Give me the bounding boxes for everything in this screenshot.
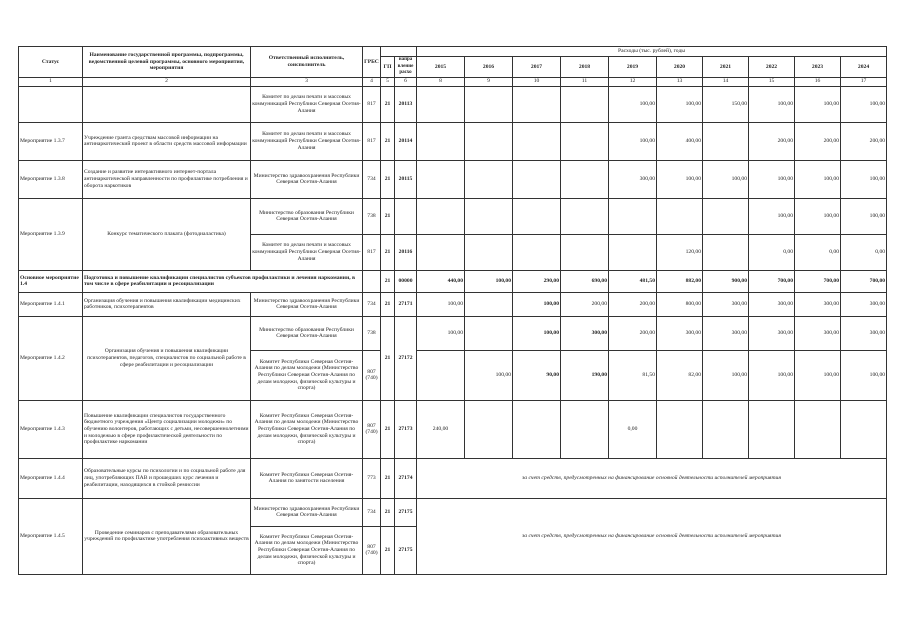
col-code-header <box>381 47 417 57</box>
row-value: 100,00 <box>795 160 841 198</box>
row-name: Образовательные курсы по психологии и по социальной работе для лиц, употребляющих ПАВ и прошедших курс лечения и реабилитации, находящихся в стойкой ремиссии <box>83 458 251 498</box>
col-number: 15 <box>749 77 795 86</box>
row-value: 200,00 <box>749 122 795 160</box>
row-value <box>703 400 749 458</box>
row-grbs <box>363 270 381 292</box>
funding-note: за счет средств, предусмотренных на финансирование основной деятельности исполнителей мероприятия <box>417 498 887 574</box>
row-value: 100,00 <box>465 350 513 400</box>
row-responsible: Министерство здравоохранения Республики Северная Осетия-Алания <box>251 498 363 526</box>
row-value <box>657 198 703 234</box>
row-value: 120,00 <box>657 234 703 270</box>
row-grbs: 817 <box>363 234 381 270</box>
row-grbs: 817 <box>363 122 381 160</box>
row-name: Создание и развитие интерактивного интернет-портала антинаркотической направленности по профилактике потребления и оборота наркотиков <box>83 160 251 198</box>
row-value: 300,00 <box>749 292 795 316</box>
row-value: 300,00 <box>749 316 795 350</box>
table-row <box>19 292 887 316</box>
table-row <box>19 400 887 458</box>
row-name: Подготовка и повышение квалификации специалистов субъектов профилактики и лечения наркомании, в том числе в сфере реабилитации и ресоциализации <box>83 270 363 292</box>
row-value: 100,00 <box>841 160 887 198</box>
table-row <box>19 458 887 498</box>
row-status: Мероприятие 1.4.1 <box>19 292 83 316</box>
year-header: 2021 <box>703 57 749 78</box>
row-value: 200,00 <box>841 122 887 160</box>
row-value <box>465 86 513 122</box>
col-number: 10 <box>513 77 561 86</box>
col-number: 9 <box>465 77 513 86</box>
row-name: Проведение семинаров с преподавателями образовательных учреждений по профилактике употребления психоактивных веществ <box>83 498 251 574</box>
col-number: 17 <box>841 77 887 86</box>
row-value <box>465 122 513 160</box>
col-number: 13 <box>657 77 703 86</box>
year-header: 2015 <box>417 57 465 78</box>
row-value <box>703 122 749 160</box>
col-number: 11 <box>561 77 609 86</box>
row-value: 882,00 <box>657 270 703 292</box>
row-direction: 27172 <box>395 316 417 400</box>
row-responsible: Министерство здравоохранения Республики Северная Осетия-Алания <box>251 292 363 316</box>
year-header: 2018 <box>561 57 609 78</box>
row-gp: 21 <box>381 160 395 198</box>
row-value: 481,50 <box>609 270 657 292</box>
col-program-header: Наименование государственной программы, подпрограммы, ведомственной целевой программы, основного мероприятия, мероприятия <box>83 47 251 78</box>
row-responsible: Комитет Республики Северная Осетия-Алания по делам молодежи (Министерство Республики Северная Осетия-Алания по делам молодежи, физической культуры и спорта) <box>251 350 363 400</box>
row-gp: 21 <box>381 400 395 458</box>
row-value: 700,00 <box>749 270 795 292</box>
row-grbs: 807 (740) <box>363 400 381 458</box>
row-value: 100,00 <box>657 160 703 198</box>
row-direction: 27174 <box>395 458 417 498</box>
table-row <box>19 316 887 350</box>
row-name: Повышение квалификации специалистов государственного бюджетного учреждения «Центр социализации молодежи» по обучению волонтеров, работающих с детьми, несовершеннолетними и молодежью в сфере профилактической деятельности по профилактике наркомании <box>83 400 251 458</box>
row-value: 300,00 <box>609 160 657 198</box>
row-grbs: 773 <box>363 458 381 498</box>
year-header: 2023 <box>795 57 841 78</box>
row-responsible: Комитет по делам печати и массовых коммуникаций Республики Северная Осетия-Алания <box>251 234 363 270</box>
row-name: Организация обучения и повышения квалификации медицинских работников, психотерапевтов <box>83 292 251 316</box>
row-gp: 21 <box>381 86 395 122</box>
row-value: 100,00 <box>465 270 513 292</box>
row-value: 100,00 <box>841 86 887 122</box>
col-expenses-header: Расходы (тыс. рублей), годы <box>417 47 887 57</box>
col-number: 6 <box>395 77 417 86</box>
row-value: 300,00 <box>795 292 841 316</box>
row-direction: 20115 <box>395 160 417 198</box>
col-responsible-header: Ответственный исполнитель, соисполнитель <box>251 47 363 78</box>
row-value: 81,50 <box>609 350 657 400</box>
row-name: Учреждение гранта средствам массовой информации на антинаркотический проект в области средств массовой информации <box>83 122 251 160</box>
year-header: 2020 <box>657 57 703 78</box>
row-name: Конкурс тематического плаката (фотодиаластика) <box>83 198 251 270</box>
row-value: 100,00 <box>795 350 841 400</box>
funding-note: за счет средств, предусмотренных на финансирование основной деятельности исполнителей мероприятия <box>417 458 887 498</box>
row-value: 690,00 <box>561 270 609 292</box>
row-responsible: Комитет по делам печати и массовых коммуникаций Республики Северная Осетия-Алания <box>251 86 363 122</box>
row-value <box>561 86 609 122</box>
row-value: 400,00 <box>657 122 703 160</box>
row-value: 300,00 <box>795 316 841 350</box>
row-value: 290,00 <box>513 270 561 292</box>
row-status: Мероприятие 1.3.8 <box>19 160 83 198</box>
row-value <box>417 86 465 122</box>
row-gp: 21 <box>381 234 395 270</box>
row-value: 300,00 <box>561 316 609 350</box>
table-row <box>19 198 887 234</box>
col-number: 4 <box>363 77 381 86</box>
row-value: 100,00 <box>749 350 795 400</box>
row-value: 300,00 <box>657 316 703 350</box>
col-number: 1 <box>19 77 83 86</box>
row-grbs: 734 <box>363 160 381 198</box>
row-gp: 21 <box>381 270 395 292</box>
row-gp: 21 <box>381 458 395 498</box>
row-status: Мероприятие 1.4.2 <box>19 316 83 400</box>
row-grbs: 807 (740) <box>363 350 381 400</box>
row-value <box>609 234 657 270</box>
row-value: 100,00 <box>749 86 795 122</box>
row-value <box>513 86 561 122</box>
row-value <box>703 234 749 270</box>
row-value: 100,00 <box>609 122 657 160</box>
row-grbs: 817 <box>363 86 381 122</box>
row-value <box>417 160 465 198</box>
row-responsible: Комитет Республики Северная Осетия-Алания по делам молодежи (Министерство Республики Северная Осетия-Алания по делам молодежи, физической культуры и спорта) <box>251 526 363 574</box>
row-direction: 20116 <box>395 234 417 270</box>
col-number: 16 <box>795 77 841 86</box>
row-value <box>841 400 887 458</box>
row-value: 100,00 <box>841 198 887 234</box>
row-grbs: 734 <box>363 498 381 526</box>
row-value <box>513 122 561 160</box>
row-gp: 21 <box>381 292 395 316</box>
row-grbs: 734 <box>363 292 381 316</box>
row-value <box>749 400 795 458</box>
col-number: 3 <box>251 77 363 86</box>
row-value <box>561 400 609 458</box>
table-row <box>19 160 887 198</box>
row-value <box>795 400 841 458</box>
row-value: 100,00 <box>657 86 703 122</box>
row-value <box>513 400 561 458</box>
row-value: 150,00 <box>703 86 749 122</box>
col-number: 14 <box>703 77 749 86</box>
row-responsible: Комитет по делам печати и массовых коммуникаций Республики Северная Осетия-Алания <box>251 122 363 160</box>
row-value: 190,00 <box>561 350 609 400</box>
row-direction <box>395 198 417 234</box>
row-value: 300,00 <box>841 316 887 350</box>
row-value: 100,00 <box>749 160 795 198</box>
row-value <box>417 234 465 270</box>
row-direction: 20114 <box>395 122 417 160</box>
col-number: 8 <box>417 77 465 86</box>
row-value <box>465 292 513 316</box>
row-value: 100,00 <box>513 292 561 316</box>
row-direction: 20113 <box>395 86 417 122</box>
col-direction-header: напра вление расхо <box>395 57 417 78</box>
row-grbs: 738 <box>363 316 381 350</box>
row-value <box>465 400 513 458</box>
row-responsible: Комитет Республики Северная Осетия-Алания по делам молодежи (Министерство Республики Северная Осетия-Алания по делам молодежи, физической культуры и спорта) <box>251 400 363 458</box>
row-value: 200,00 <box>795 122 841 160</box>
row-value <box>465 160 513 198</box>
row-value: 700,00 <box>841 270 887 292</box>
year-header: 2016 <box>465 57 513 78</box>
row-value: 440,00 <box>417 270 465 292</box>
row-value: 700,00 <box>795 270 841 292</box>
row-gp: 21 <box>381 198 395 234</box>
row-gp: 21 <box>381 498 395 526</box>
row-responsible: Комитет Республики Северная Осетия-Алания по занятости населения <box>251 458 363 498</box>
row-value: 100,00 <box>841 350 887 400</box>
row-value: 800,00 <box>657 292 703 316</box>
row-value: 100,00 <box>609 86 657 122</box>
row-direction: 27171 <box>395 292 417 316</box>
row-value <box>513 198 561 234</box>
row-value: 200,00 <box>609 292 657 316</box>
row-status: Мероприятие 1.4.4 <box>19 458 83 498</box>
row-value <box>465 234 513 270</box>
row-value <box>561 160 609 198</box>
col-number: 5 <box>381 77 395 86</box>
row-value <box>609 198 657 234</box>
row-value <box>513 234 561 270</box>
row-value: 100,00 <box>703 350 749 400</box>
col-gp-header: ГП <box>381 57 395 78</box>
row-direction: 27175 <box>395 526 417 574</box>
row-gp: 21 <box>381 316 395 400</box>
row-gp: 21 <box>381 526 395 574</box>
row-status: Мероприятие 1.4.3 <box>19 400 83 458</box>
row-direction: 27173 <box>395 400 417 458</box>
row-gp: 21 <box>381 122 395 160</box>
row-value <box>561 122 609 160</box>
row-value <box>703 198 749 234</box>
row-direction: 00000 <box>395 270 417 292</box>
row-value: 240,00 <box>417 400 465 458</box>
col-status-header: Статус <box>19 47 83 78</box>
row-status: Мероприятие 1.3.9 <box>19 198 83 270</box>
row-value: 900,00 <box>703 270 749 292</box>
row-value <box>417 350 465 400</box>
col-number: 12 <box>609 77 657 86</box>
table-row <box>19 498 887 526</box>
row-value: 0,00 <box>609 400 657 458</box>
row-value: 100,00 <box>795 198 841 234</box>
row-value: 100,00 <box>513 316 561 350</box>
row-value: 100,00 <box>417 316 465 350</box>
row-value <box>561 234 609 270</box>
row-grbs: 738 <box>363 198 381 234</box>
table-row <box>19 86 887 122</box>
row-grbs: 807 (740) <box>363 526 381 574</box>
row-direction: 27175 <box>395 498 417 526</box>
row-value: 200,00 <box>609 316 657 350</box>
row-value <box>657 400 703 458</box>
row-status: Мероприятие 1.4.5 <box>19 498 83 574</box>
row-value: 100,00 <box>795 86 841 122</box>
row-value: 300,00 <box>703 316 749 350</box>
row-value: 300,00 <box>841 292 887 316</box>
row-value: 0,00 <box>795 234 841 270</box>
year-header: 2017 <box>513 57 561 78</box>
row-value: 0,00 <box>841 234 887 270</box>
row-value: 200,00 <box>561 292 609 316</box>
row-value: 300,00 <box>703 292 749 316</box>
budget-table <box>18 46 887 575</box>
row-name: Организация обучения и повышения квалификации психотерапевтов, педагогов, специалистов по социальной работе в сфере реабилитации и ресоциализации <box>83 316 251 400</box>
row-value: 82,00 <box>657 350 703 400</box>
row-responsible: Министерство образования Республики Северная Осетия-Алания <box>251 316 363 350</box>
year-header: 2019 <box>609 57 657 78</box>
col-grbs-header: ГРБС <box>363 47 381 78</box>
col-number: 2 <box>83 77 251 86</box>
row-value <box>465 316 513 350</box>
row-value <box>417 198 465 234</box>
row-status: Мероприятие 1.3.7 <box>19 122 83 160</box>
row-value <box>561 198 609 234</box>
row-status: Основное мероприятие 1.4 <box>19 270 83 292</box>
row-value: 100,00 <box>417 292 465 316</box>
year-header: 2022 <box>749 57 795 78</box>
row-value <box>513 160 561 198</box>
table-row <box>19 122 887 160</box>
row-value <box>417 122 465 160</box>
row-responsible: Министерство образования Республики Северная Осетия-Алания <box>251 198 363 234</box>
row-responsible: Министерство здравоохранения Республики Северная Осетия-Алания <box>251 160 363 198</box>
row-value: 0,00 <box>749 234 795 270</box>
row-status <box>19 86 83 122</box>
row-value: 90,00 <box>513 350 561 400</box>
table-row-main <box>19 270 887 292</box>
row-value: 100,00 <box>749 198 795 234</box>
row-value: 100,00 <box>703 160 749 198</box>
year-header: 2024 <box>841 57 887 78</box>
row-name <box>83 86 251 122</box>
row-value <box>465 198 513 234</box>
